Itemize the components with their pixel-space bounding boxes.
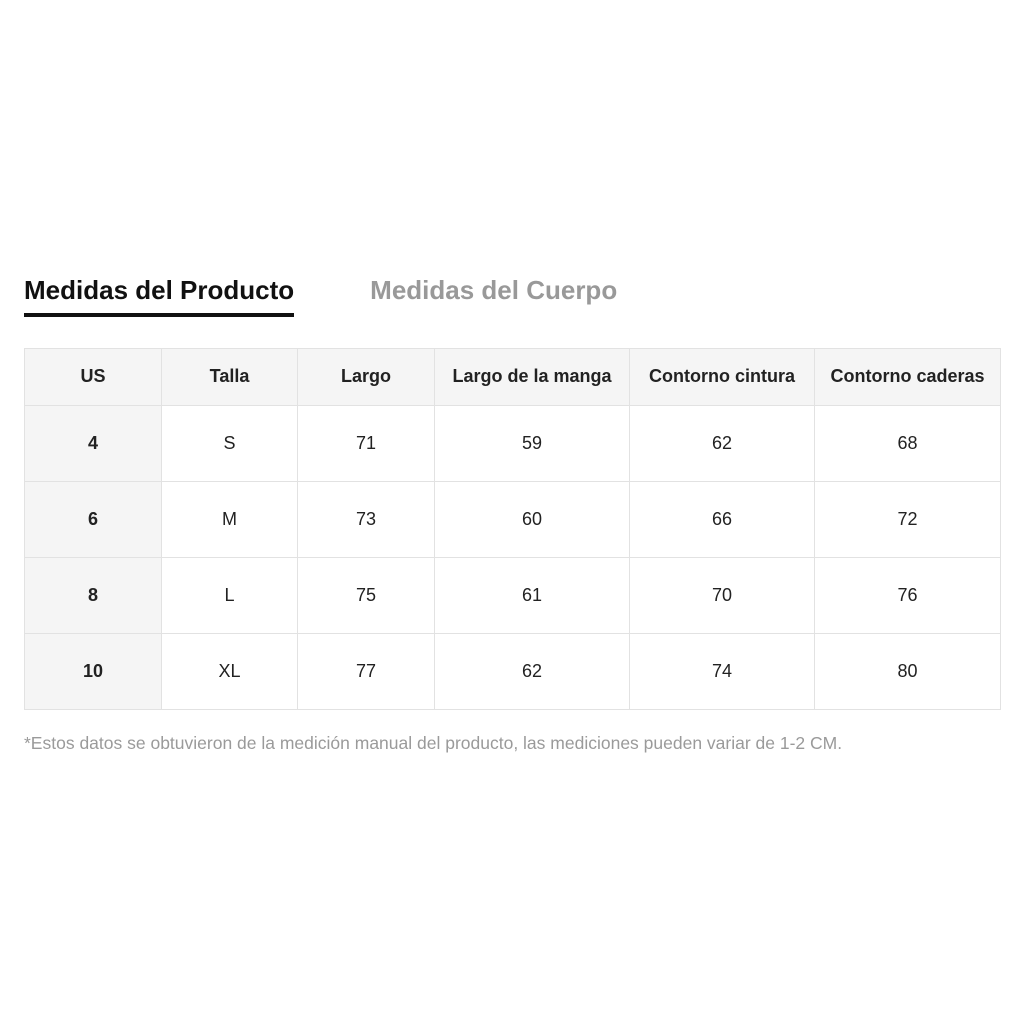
table-row <box>25 557 1001 633</box>
cell-largo: 75 <box>298 557 435 633</box>
cell-contorno-cintura: 70 <box>630 557 815 633</box>
cell-largo: 73 <box>298 481 435 557</box>
table-row <box>25 405 1001 481</box>
column-header-contorno-cintura: Contorno cintura <box>630 348 815 405</box>
cell-us-size: 4 <box>25 405 162 481</box>
cell-largo: 77 <box>298 633 435 709</box>
cell-largo-manga: 61 <box>435 557 630 633</box>
cell-us-size: 10 <box>25 633 162 709</box>
table-row <box>25 633 1001 709</box>
cell-contorno-caderas: 80 <box>815 633 1001 709</box>
column-header-largo: Largo <box>298 348 435 405</box>
table-header-row <box>25 348 1001 405</box>
cell-talla: L <box>162 557 298 633</box>
cell-us-size: 6 <box>25 481 162 557</box>
tab-medidas-del-producto[interactable]: Medidas del Producto <box>24 276 294 317</box>
cell-us-size: 8 <box>25 557 162 633</box>
cell-contorno-cintura: 66 <box>630 481 815 557</box>
column-header-us: US <box>25 348 162 405</box>
cell-largo-manga: 59 <box>435 405 630 481</box>
measurement-disclaimer: *Estos datos se obtuvieron de la medición manual del producto, las mediciones pueden variar de 1-2 CM. <box>24 732 843 753</box>
cell-contorno-caderas: 68 <box>815 405 1001 481</box>
cell-contorno-caderas: 76 <box>815 557 1001 633</box>
table-row <box>25 481 1001 557</box>
cell-contorno-caderas: 72 <box>815 481 1001 557</box>
cell-talla: S <box>162 405 298 481</box>
cell-largo: 71 <box>298 405 435 481</box>
cell-talla: M <box>162 481 298 557</box>
column-header-contorno-caderas: Contorno caderas <box>815 348 1001 405</box>
tab-medidas-del-cuerpo[interactable]: Medidas del Cuerpo <box>370 275 618 305</box>
column-header-largo-manga: Largo de la manga <box>435 348 630 405</box>
column-header-talla: Talla <box>162 348 298 405</box>
cell-contorno-cintura: 62 <box>630 405 815 481</box>
cell-largo-manga: 60 <box>435 481 630 557</box>
size-table <box>24 348 1001 710</box>
size-chart-panel <box>24 276 1000 754</box>
cell-contorno-cintura: 74 <box>630 633 815 709</box>
tab-bar <box>24 276 1000 317</box>
cell-largo-manga: 62 <box>435 633 630 709</box>
cell-talla: XL <box>162 633 298 709</box>
